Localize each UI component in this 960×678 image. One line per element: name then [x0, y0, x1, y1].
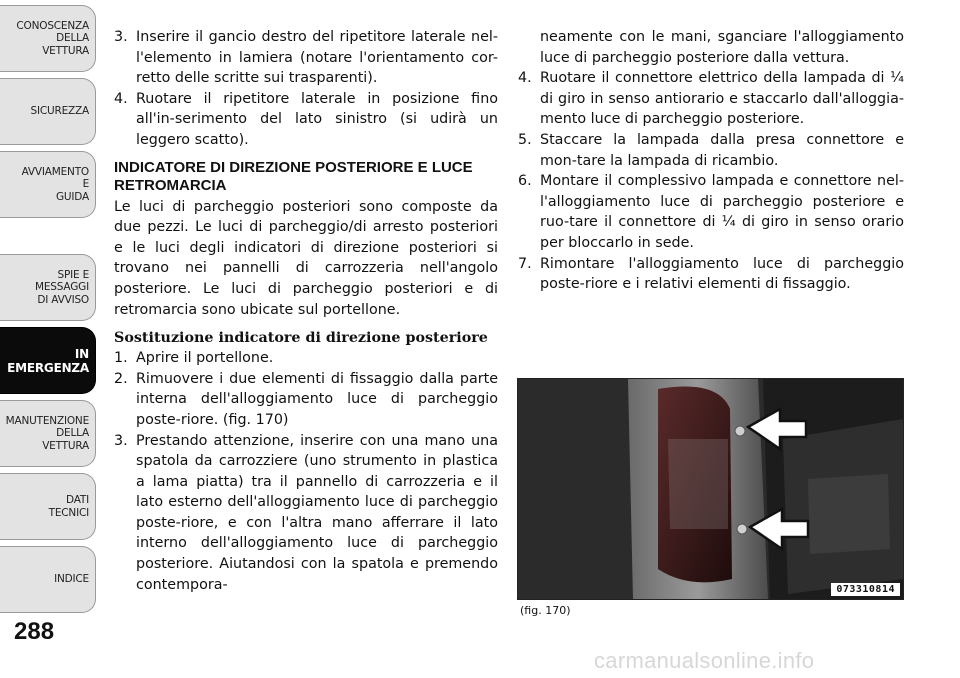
tab-avviamento-e-guida[interactable]: AVVIAMENTO E GUIDA	[0, 151, 96, 218]
tab-dati-tecnici[interactable]: DATI TECNICI	[0, 473, 96, 540]
list-item	[518, 130, 904, 171]
list-text: Rimontare l'alloggiamento luce di parcheggio poste-riore e i relativi elementi di fissaggio.	[540, 255, 904, 293]
list-item	[518, 68, 904, 130]
list-number: 6.	[518, 173, 532, 190]
list-text: Rimuovere i due elementi di fissaggio dalla parte interna dell'alloggiamento luce di parcheggio poste-riore. (fig. 170)	[136, 370, 498, 428]
right-column	[518, 27, 904, 295]
list-number: 3.	[114, 29, 128, 45]
watermark-text: carmanualsonline.info	[594, 648, 815, 673]
list-item	[114, 369, 498, 431]
figure-caption: (fig. 170)	[520, 604, 571, 617]
tab-conoscenza-della-vettura[interactable]: CONOSCENZA DELLA VETTURA	[0, 5, 96, 72]
list-number: 4.	[518, 70, 532, 87]
figure-170-photo	[517, 378, 904, 600]
list-text: Prestando attenzione, inserire con una mano una spatola da carrozziere (uno strumento in plastica a lama piatta) tra il pannello di carrozzeria e il lato esterno dell'alloggiamento luce di parcheggio poste-riore, e con l'altra mano afferrare il lato interno dell'alloggiamento luce di parcheggio posteriore. Aiutandosi con la spatola e premendo contempora-	[136, 432, 498, 593]
tab-sicurezza[interactable]: SICUREZZA	[0, 78, 96, 145]
section-heading: INDICATORE DI DIREZIONE POSTERIORE E LUCE RETROMARCIA	[114, 158, 473, 194]
list-text: Inserire il gancio destro del ripetitore laterale nel-l'elemento in lamiera (notare l'orientamento cor-retto delle scritte sui trasparenti).	[136, 29, 498, 87]
list-number: 2.	[114, 370, 128, 387]
list-text: Montare il complessivo lampada e connettore nel-l'alloggiamento luce di parcheggio posteriore e ruo-tare il connettore di ¼ di giro in senso orario per bloccarlo in sede.	[540, 173, 904, 251]
tail-light-photo-illustration	[518, 379, 903, 599]
list-item	[518, 171, 904, 253]
figure-code: 073310814	[831, 583, 900, 596]
list-number: 7.	[518, 255, 532, 272]
list-text: Ruotare il connettore elettrico della lampada di ¼ di giro in senso antiorario e staccarlo dall'alloggia-mento luce di parcheggio posteriore.	[540, 70, 904, 128]
tab-spie-e-messaggi[interactable]: SPIE E MESSAGGI DI AVVISO	[0, 254, 96, 321]
list-number: 4.	[114, 90, 128, 107]
tab-indice[interactable]: INDICE	[0, 546, 96, 613]
list-item	[114, 348, 498, 369]
list-number: 5.	[518, 131, 532, 148]
body-paragraph: Le luci di parcheggio posteriori sono composte da due pezzi. Le luci di parcheggio/di arresto posteriori e le luci degli indicatori di direzione posteriori si trovano nei pannelli di carrozzeria nell'angolo posteriore. Le luci di parcheggio posteriori e di retromarcia sono ubicate sul portellone.	[114, 198, 498, 318]
list-number: 3.	[114, 432, 128, 449]
list-text: Staccare la lampada dalla presa connettore e mon-tare la lampada di ricambio.	[540, 131, 904, 169]
tab-in-emergenza[interactable]: IN EMERGENZA	[0, 327, 96, 394]
list-item	[518, 254, 904, 295]
list-item	[114, 431, 498, 596]
list-number: 1.	[114, 350, 128, 367]
list-item	[114, 27, 498, 89]
section-subheading: Sostituzione indicatore di direzione posteriore	[114, 330, 488, 347]
list-text: Ruotare il ripetitore laterale in posizione fino all'in-serimento del lato sinistro (si udirà un leggero scatto).	[136, 90, 498, 148]
continued-text: neamente con le mani, sganciare l'alloggiamento luce di parcheggio posteriore dalla vettura.	[540, 29, 904, 66]
page-number: 288	[14, 618, 55, 645]
left-column	[114, 27, 498, 595]
tab-manutenzione-della-vettura[interactable]: MANUTENZIONE DELLA VETTURA	[0, 400, 96, 467]
list-text: Aprire il portellone.	[136, 350, 274, 367]
list-item	[114, 89, 498, 151]
